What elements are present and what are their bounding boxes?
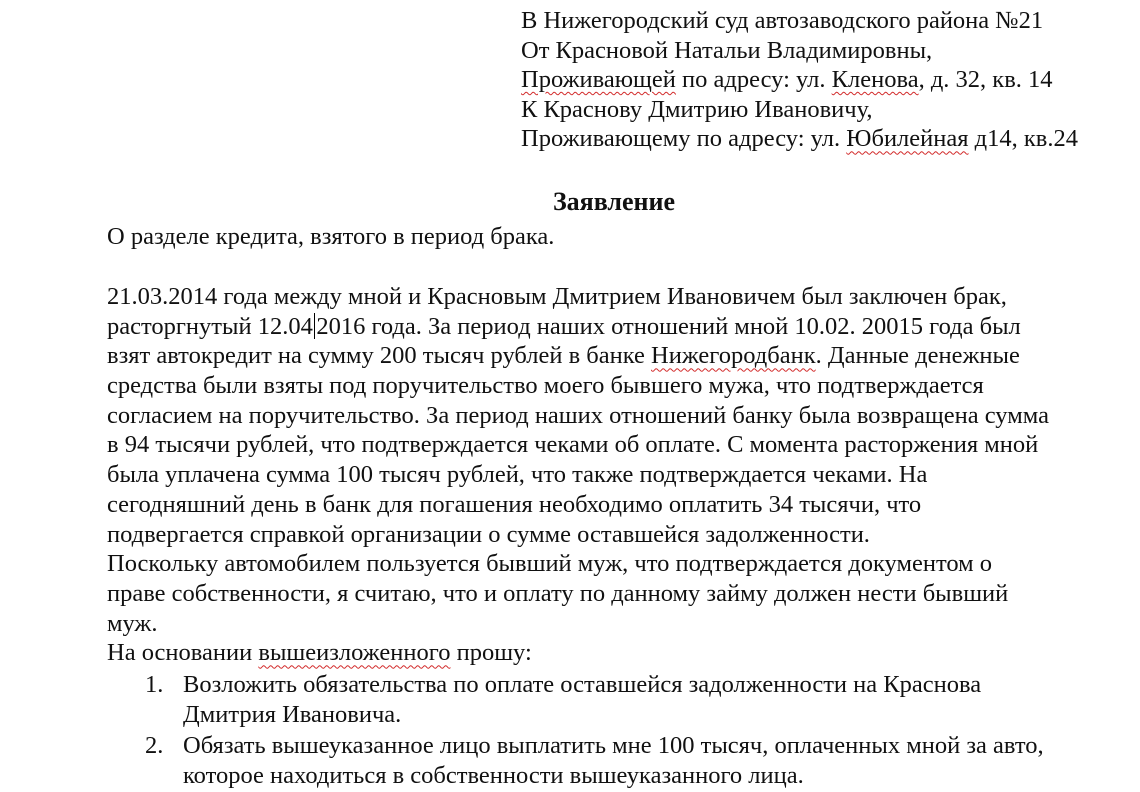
- applicant-name: От Красновой Натальи Владимировны,: [521, 36, 933, 64]
- body-line: средства были взяты под поручительство моего бывшего мужа, что подтверждается: [107, 372, 984, 400]
- body-line: была уплачена сумма 100 тысяч рублей, что также подтверждается чеками. На: [107, 461, 928, 489]
- list-number: 1.: [145, 671, 164, 698]
- body-line: 21.03.2014 года между мной и Красновым Дмитрием Ивановичем был заключен брак,: [107, 283, 1007, 310]
- body-line: взят автокредит на сумму 200 тысяч рублей в банке Нижегородбанк. Данные денежные: [107, 342, 1020, 370]
- body-line: сегодняшний день в банк для погашения необходимо оплатить 34 тысячи, что: [107, 490, 922, 518]
- statement-body: [107, 282, 1049, 668]
- list-text: Возложить обязательства по оплате оставшейся задолженности на Краснова Дмитрия Ивановича.: [183, 671, 982, 728]
- document-title: Заявление: [552, 187, 676, 216]
- defendant-address: Проживающему по адресу: ул. Юбилейная д14, кв.24: [521, 125, 1078, 153]
- spellcheck-word: вышеизложенного: [258, 639, 451, 667]
- list-text: Обязать вышеуказанное лицо выплатить мне 100 тысяч, оплаченных мной за авто, которое находиться в собственности вышеуказанного лица.: [183, 732, 1044, 790]
- spellcheck-word: Нижегородбанк: [651, 342, 816, 370]
- applicant-address: Проживающей по адресу: ул. Кленова, д. 32, кв. 14: [521, 66, 1053, 94]
- spellcheck-word: Юбилейная: [846, 125, 969, 153]
- defendant-name: К Краснову Дмитрию Ивановичу,: [521, 95, 873, 123]
- body-line: Поскольку автомобилем пользуется бывший муж, что подтверждается документом о: [107, 550, 993, 578]
- document-subject: О разделе кредита, взятого в период брака.: [107, 223, 555, 250]
- body-line: в 94 тысячи рублей, что подтверждается чеками об оплате. С момента расторжения мной: [107, 431, 1039, 459]
- addressee-block: [521, 6, 1078, 154]
- body-line: муж.: [107, 609, 158, 637]
- list-number: 2.: [145, 732, 164, 760]
- body-line: согласием на поручительство. За период наших отношений банку была возвращена сумма: [107, 401, 1049, 429]
- body-line: расторгнутый 12.04 2016 года. За период наших отношений мной 10.02. 20015 года был: [107, 312, 1021, 340]
- spellcheck-word: Кленова: [831, 66, 919, 94]
- body-line: На основании вышеизложенного прошу:: [107, 639, 532, 667]
- spellcheck-word: Проживающей: [521, 66, 676, 94]
- body-line: подвергается справкой организации о сумме оставшейся задолженности.: [107, 520, 870, 548]
- court-line: В Нижегородский суд автозаводского района №21: [521, 7, 1044, 34]
- body-line: праве собственности, я считаю, что и оплату по данному займу должен нести бывший: [107, 579, 1009, 607]
